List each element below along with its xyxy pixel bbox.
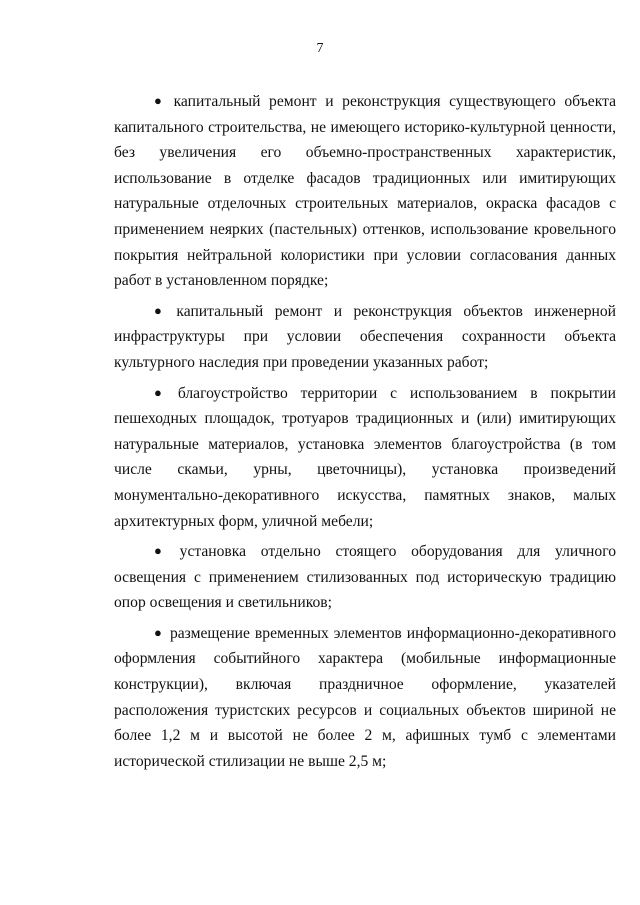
- list-item: [114, 621, 616, 775]
- list-item: [114, 89, 616, 294]
- list-item: [114, 539, 616, 616]
- list-item: [114, 299, 616, 376]
- bullet-icon: ●: [154, 543, 173, 559]
- list-item: [114, 381, 616, 535]
- bullet-icon: ●: [154, 384, 171, 400]
- page-number: 7: [316, 41, 324, 56]
- list-item-text: капитальный ремонт и реконструкция объектов инженерной инфраструктуры при условии обеспечения сохранности объекта культурного наследия при проведении указанных работ;: [114, 302, 616, 371]
- list-item-text: благоустройство территории с использованием в покрытии пешеходных площадок, тротуаров традиционных и (или) имитирующих натуральные материалов, установка элементов благоустройства (в том числе скамьи, урны, цветочницы), установка произведений монументально-декоративного искусства, памятных знаков, малых архитектурных форм, уличной мебели;: [114, 384, 616, 530]
- list-item-text: установка отдельно стоящего оборудования для уличного освещения с применением стилизованных под историческую традицию опор освещения и светильников;: [114, 543, 616, 612]
- bullet-icon: ●: [154, 93, 167, 108]
- list-item-text: капитальный ремонт и реконструкция существующего объекта капитального строительства, не имеющего историко-культурной ценности, без увеличения его объемно-пространственных характеристик, использование в отделке фасадов традиционных или имитирующих натуральные отделочных строительных материалов, окраска фасадов с применением неярких (пастельных) оттенков, использование кровельного покрытия нейтральной колористики при условии согласования данных работ в установленном порядке;: [114, 93, 616, 290]
- bullet-icon: ●: [154, 624, 163, 640]
- list-item-text: размещение временных элементов информационно-декоративного оформления событийного характера (мобильные информационные конструкции), включая праздничное оформление, указателей расположения туристских ресурсов и социальных объектов шириной не более 1,2 м и высотой не более 2 м, афишных тумб с элементами исторической стилизации не выше 2,5 м;: [114, 624, 616, 770]
- document-body: [114, 89, 616, 779]
- bullet-icon: ●: [154, 302, 170, 318]
